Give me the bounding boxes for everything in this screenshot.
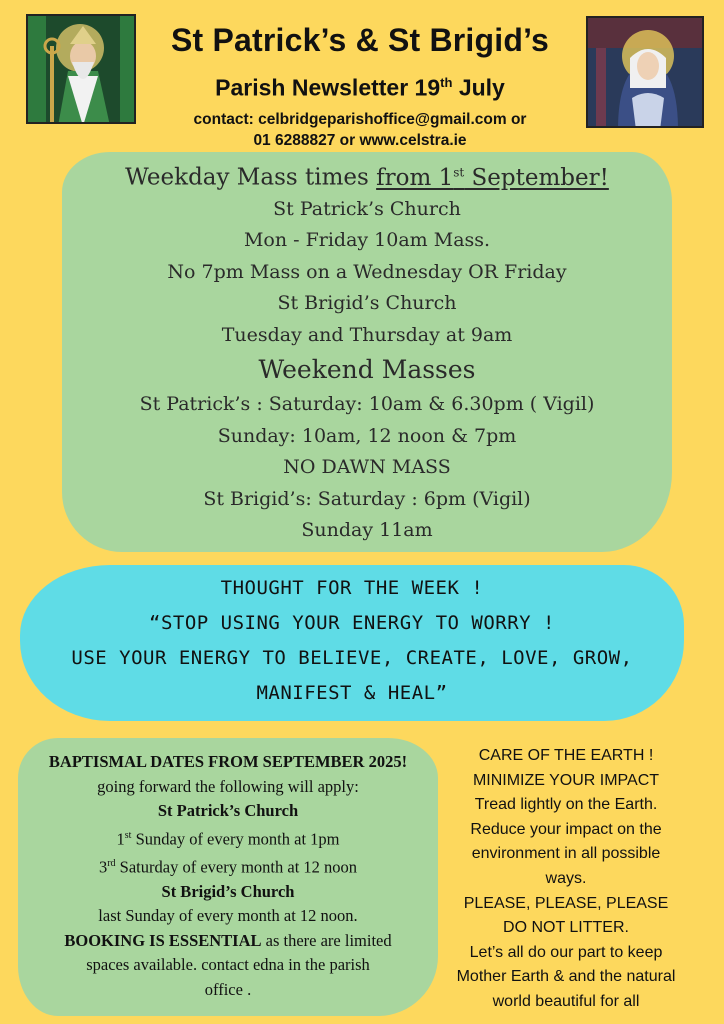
- mass-line: Tuesday and Thursday at 9am: [221, 323, 513, 346]
- booking-rest: as there are limited: [261, 930, 392, 950]
- weekend-mass-line: NO DAWN MASS: [283, 456, 451, 479]
- thought-for-week-box: [20, 565, 684, 721]
- baptism-church-patrick: St Patrick’s Church: [157, 801, 299, 820]
- earth-line: PLEASE, PLEASE, PLEASE: [463, 894, 669, 912]
- weekend-mass-line: St Patrick’s : Saturday: 10am & 6.30pm ( Vigil): [139, 393, 595, 416]
- heading-sup: st: [453, 165, 465, 179]
- date-text: Saturday of every month at 12 noon: [115, 857, 358, 876]
- st-brigid-image: [586, 16, 704, 128]
- st-patrick-image: [26, 14, 136, 124]
- date-text: Sunday of every month at 1pm: [131, 829, 340, 848]
- earth-line: Mother Earth & and the natural: [456, 968, 676, 986]
- mass-times-box: [62, 152, 672, 552]
- earth-line: CARE OF THE EARTH !: [478, 747, 654, 764]
- newsletter-header: [140, 18, 580, 151]
- thought-line: USE YOUR ENERGY TO BELIEVE, CREATE, LOVE, GROW,: [71, 647, 633, 669]
- baptism-church-brigid: St Brigid’s Church: [161, 881, 295, 901]
- parish-title: St Patrick’s & St Brigid’s: [170, 22, 550, 58]
- baptism-heading: BAPTISMAL DATES FROM SEPTEMBER 2025!: [48, 752, 408, 771]
- mass-line: St Brigid’s Church: [277, 292, 457, 315]
- weekend-mass-line: Sunday: 10am, 12 noon & 7pm: [217, 424, 517, 447]
- contact-email-line: contact: celbridgeparishoffice@gmail.com or: [193, 110, 527, 128]
- earth-line: world beautiful for all: [492, 992, 640, 1010]
- date-number: 3: [98, 857, 108, 876]
- date-number: 1: [116, 829, 125, 848]
- subtitle-text: Parish Newsletter 19: [215, 74, 441, 101]
- earth-line: MINIMIZE YOUR IMPACT: [472, 771, 660, 789]
- heading-underlined: [376, 165, 609, 191]
- booking-line: office .: [204, 979, 252, 999]
- earth-line: Reduce your impact on the: [470, 820, 662, 838]
- mass-line: St Patrick’s Church: [273, 197, 461, 220]
- weekend-mass-heading: Weekend Masses: [258, 355, 476, 385]
- mass-line: No 7pm Mass on a Wednesday OR Friday: [167, 260, 567, 283]
- earth-line: Tread lightly on the Earth.: [474, 796, 658, 814]
- baptismal-dates-box: [18, 738, 438, 1016]
- care-of-earth-section: [416, 744, 716, 1015]
- earth-line: ways.: [545, 869, 587, 887]
- thought-line: THOUGHT FOR THE WEEK !: [220, 577, 484, 599]
- mass-line: Mon - Friday 10am Mass.: [243, 229, 491, 252]
- earth-line: environment in all possible: [471, 845, 661, 863]
- earth-line: DO NOT LITTER.: [503, 919, 629, 937]
- subtitle-month: July: [452, 74, 505, 101]
- thought-line: MANIFEST & HEAL”: [256, 682, 448, 704]
- contact-info: [140, 109, 580, 151]
- baptism-date-line: [18, 852, 438, 880]
- baptism-intro: going forward the following will apply:: [97, 776, 359, 796]
- earth-line: Let’s all do our part to keep: [469, 943, 663, 961]
- subtitle-sup: th: [440, 75, 453, 90]
- heading-date: from 1: [376, 164, 454, 191]
- baptism-date-line: last Sunday of every month at 12 noon.: [98, 906, 358, 925]
- date-sup: st: [124, 829, 132, 841]
- booking-line: [18, 929, 438, 954]
- weekend-mass-line: Sunday 11am: [301, 519, 433, 542]
- weekday-mass-heading: [62, 156, 672, 194]
- date-sup: rd: [107, 857, 116, 869]
- weekend-mass-line: St Brigid’s: Saturday : 6pm (Vigil): [203, 487, 531, 510]
- thought-line: “STOP USING YOUR ENERGY TO WORRY !: [149, 612, 555, 634]
- newsletter-subtitle: [140, 68, 580, 103]
- baptism-date-line: [18, 824, 438, 852]
- booking-essential: BOOKING IS ESSENTIAL: [64, 930, 262, 950]
- contact-phone-line: 01 6288827 or www.celstra.ie: [253, 131, 467, 149]
- heading-prefix: Weekday Mass times: [125, 164, 377, 191]
- heading-month: September!: [464, 164, 609, 191]
- booking-line: spaces available. contact edna in the parish: [86, 955, 370, 974]
